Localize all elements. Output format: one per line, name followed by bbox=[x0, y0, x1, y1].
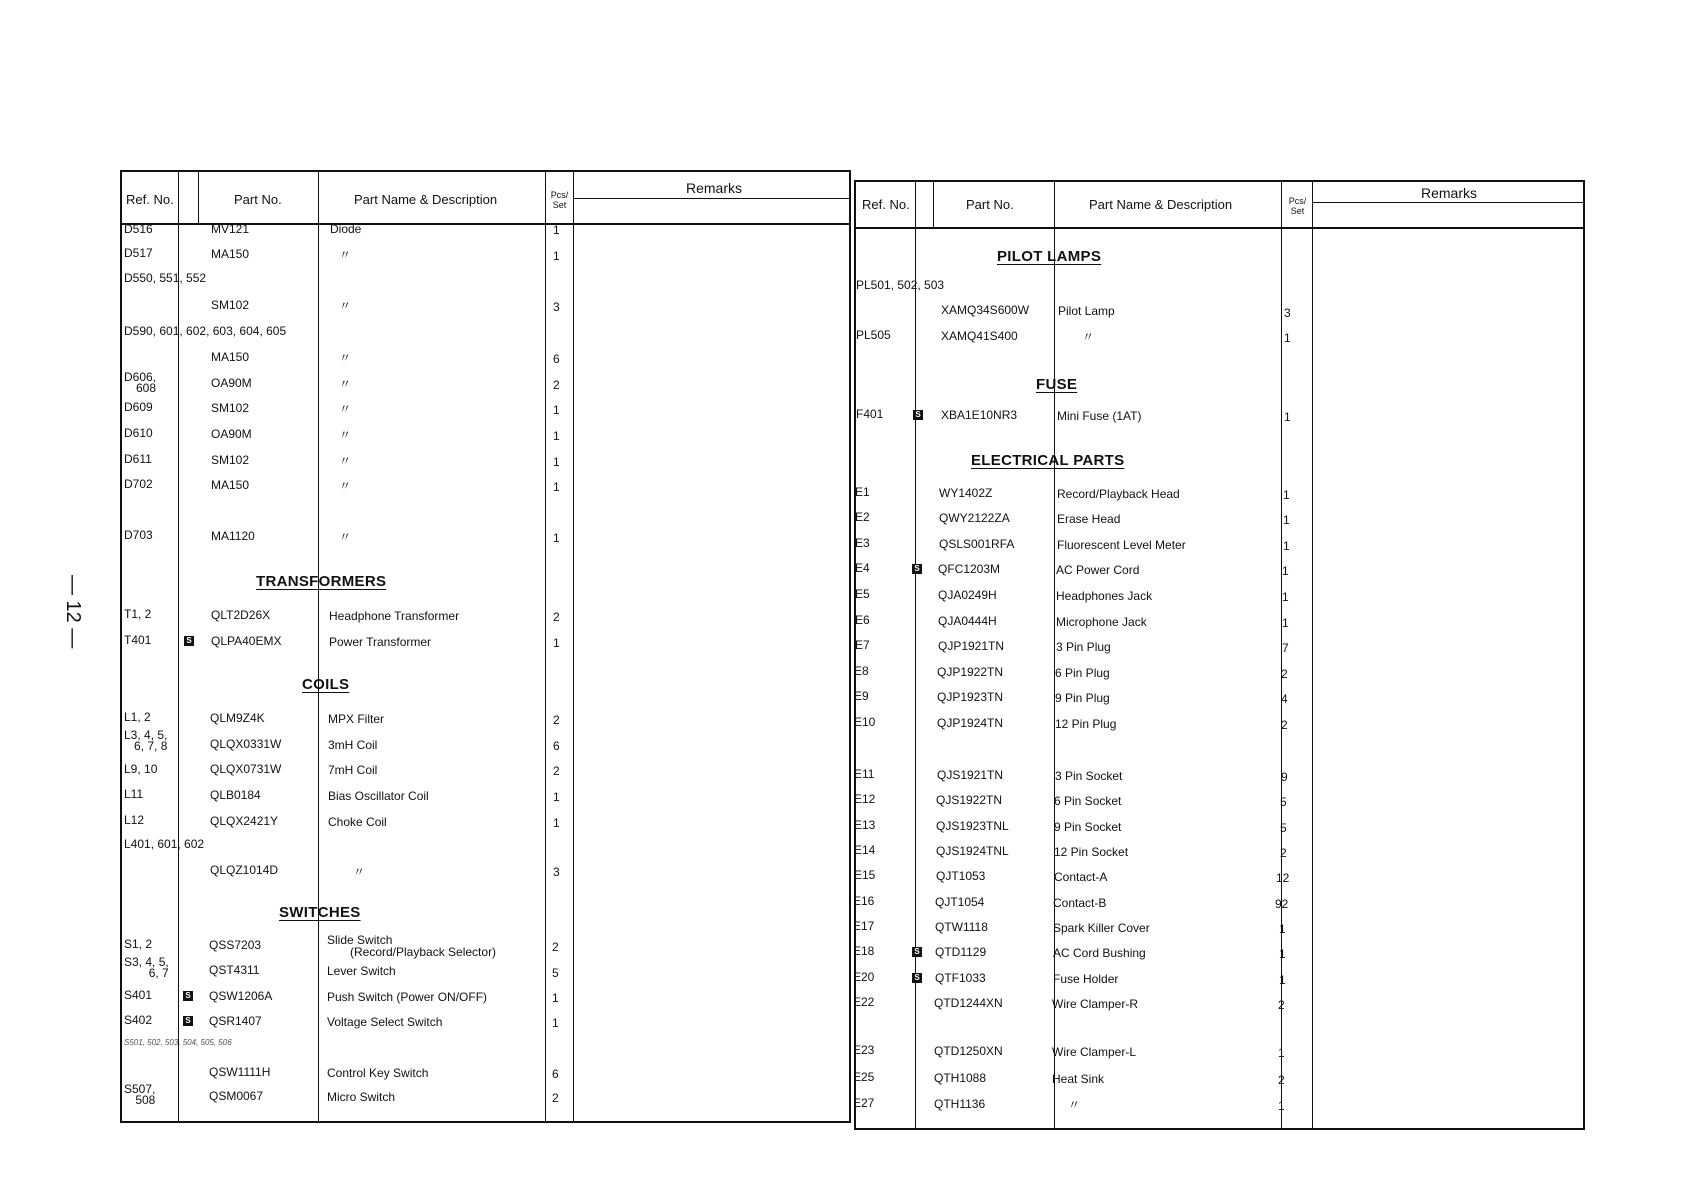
part-no: QJS1921TN bbox=[937, 768, 1004, 782]
section-title-electrical-parts: ELECTRICAL PARTS bbox=[971, 452, 1125, 469]
part-no: QJP1924TN bbox=[937, 716, 1004, 730]
pcs-set: 1 bbox=[1282, 564, 1289, 578]
part-name: 〃 bbox=[339, 428, 352, 442]
part-name: 〃 bbox=[1082, 330, 1095, 344]
part-no: QTD1129 bbox=[935, 945, 987, 959]
ref-no: L9, 10 bbox=[124, 762, 158, 776]
pcs-set: 1 bbox=[1282, 590, 1289, 604]
part-name: 9 Pin Plug bbox=[1055, 691, 1110, 705]
header-part-name: Part Name & Description bbox=[1089, 197, 1233, 212]
ref-no: S1, 2 bbox=[124, 937, 153, 951]
pcs-set: 6 bbox=[552, 1067, 559, 1081]
part-name: MPX Filter bbox=[328, 712, 385, 726]
part-no: MA150 bbox=[211, 350, 250, 364]
part-name: 〃 bbox=[339, 454, 352, 468]
part-no: QJA0444H bbox=[938, 614, 997, 628]
ref-no: D703 bbox=[124, 528, 153, 542]
ref-no: PL505 bbox=[856, 328, 891, 342]
part-no: QJA0249H bbox=[938, 588, 997, 602]
part-name: 12 Pin Plug bbox=[1055, 717, 1117, 731]
ref-no: L11 bbox=[124, 787, 144, 801]
ref-no: D610 bbox=[124, 426, 153, 440]
ref-no: PL501, 502, 503 bbox=[856, 278, 945, 292]
ref-no: D550, 551, 552 bbox=[124, 271, 207, 285]
ref-no: E7 bbox=[855, 638, 870, 652]
ref-no: E20 bbox=[853, 970, 875, 984]
header-pcs-set: Pcs/ Set bbox=[550, 190, 569, 210]
part-no: SM102 bbox=[211, 453, 250, 467]
ref-no: S3, 4, 5, 6, 7 bbox=[124, 955, 169, 980]
part-name: Power Transformer bbox=[329, 635, 432, 649]
ref-no: D609 bbox=[124, 400, 153, 414]
part-name-detail: (Record/Playback Selector) bbox=[350, 945, 497, 959]
part-name: Wire Clamper-R bbox=[1052, 997, 1139, 1011]
pcs-set: 1 bbox=[1283, 539, 1290, 553]
part-name: 〃 bbox=[353, 865, 366, 879]
part-no: WY1402Z bbox=[939, 486, 993, 500]
pcs-set: 1 bbox=[552, 1016, 559, 1030]
pcs-set: 1 bbox=[1284, 331, 1291, 345]
part-no: XAMQ41S400 bbox=[941, 329, 1018, 343]
section-title-transformers: TRANSFORMERS bbox=[256, 573, 387, 590]
safety-mark-icon: S bbox=[183, 1016, 193, 1026]
part-no: QLB0184 bbox=[210, 788, 261, 802]
part-name: Contact-B bbox=[1053, 896, 1107, 910]
part-name: AC Cord Bushing bbox=[1053, 946, 1146, 960]
part-name: Push Switch (Power ON/OFF) bbox=[327, 990, 488, 1004]
pcs-set: 12 bbox=[1276, 871, 1290, 885]
pcs-set: 2 bbox=[553, 713, 560, 727]
part-name: Erase Head bbox=[1057, 512, 1121, 526]
ref-no: E18 bbox=[853, 944, 875, 958]
part-no: SM102 bbox=[211, 298, 250, 312]
part-name: 7mH Coil bbox=[328, 763, 378, 777]
part-name: Fuse Holder bbox=[1053, 972, 1119, 986]
part-no: QTH1088 bbox=[934, 1071, 987, 1085]
part-no: OA90M bbox=[211, 376, 252, 390]
ref-no: T1, 2 bbox=[124, 607, 152, 621]
section-title-pilot-lamps: PILOT LAMPS bbox=[997, 248, 1102, 265]
pcs-set: 1 bbox=[1278, 1046, 1285, 1060]
pcs-set: 1 bbox=[553, 790, 560, 804]
page-number: — 12 — bbox=[62, 575, 84, 649]
part-name: 〃 bbox=[339, 402, 352, 416]
ref-no: L401, 601, 602 bbox=[124, 837, 205, 851]
section-title-coils: COILS bbox=[302, 676, 350, 693]
ref-no: F401 bbox=[856, 407, 884, 421]
part-no: QJS1922TN bbox=[936, 793, 1003, 807]
pcs-set: 92 bbox=[1275, 897, 1289, 911]
part-no: OA90M bbox=[211, 427, 252, 441]
ref-no: D611 bbox=[124, 452, 152, 466]
ref-no: E13 bbox=[854, 818, 876, 832]
pcs-set: 5 bbox=[552, 966, 559, 980]
ref-no: E5 bbox=[855, 587, 870, 601]
ref-no: D702 bbox=[124, 477, 153, 491]
part-name: 9 Pin Socket bbox=[1054, 820, 1122, 834]
pcs-set: 1 bbox=[1279, 922, 1286, 936]
pcs-set: 3 bbox=[553, 865, 560, 879]
pcs-set: 2 bbox=[1280, 846, 1287, 860]
section-title-switches: SWITCHES bbox=[279, 904, 361, 921]
part-no: QSS7203 bbox=[209, 938, 262, 952]
part-name: Voltage Select Switch bbox=[327, 1015, 443, 1029]
part-no: MA150 bbox=[211, 247, 250, 261]
part-name: Headphones Jack bbox=[1056, 589, 1153, 603]
pcs-set: 2 bbox=[553, 378, 560, 392]
pcs-set: 1 bbox=[1279, 947, 1286, 961]
pcs-set: 1 bbox=[1278, 1099, 1285, 1113]
pcs-set: 1 bbox=[1283, 488, 1290, 502]
part-name: 3 Pin Socket bbox=[1055, 769, 1123, 783]
part-no: QWY2122ZA bbox=[939, 511, 1010, 525]
safety-mark-icon: S bbox=[183, 991, 193, 1001]
pcs-set: 2 bbox=[552, 1091, 559, 1105]
part-name: Slide Switch bbox=[327, 933, 393, 947]
part-name: 〃 bbox=[339, 299, 352, 313]
ref-no: E25 bbox=[853, 1070, 875, 1084]
pcs-set: 1 bbox=[1283, 513, 1290, 527]
ref-no: D516 bbox=[124, 222, 153, 236]
part-name: 6 Pin Socket bbox=[1054, 794, 1122, 808]
part-name: 3mH Coil bbox=[328, 738, 378, 752]
part-name: Bias Oscillator Coil bbox=[328, 789, 429, 803]
part-no: QJS1924TNL bbox=[936, 844, 1009, 858]
ref-no: L3, 4, 5, 6, 7, 8 bbox=[124, 728, 168, 753]
part-name: Pilot Lamp bbox=[1058, 304, 1115, 318]
ref-no: S401 bbox=[124, 988, 153, 1002]
part-no: QTD1250XN bbox=[934, 1044, 1003, 1058]
part-no: QJP1922TN bbox=[937, 665, 1004, 679]
part-name: 3 Pin Plug bbox=[1056, 640, 1111, 654]
part-no: QLPA40EMX bbox=[211, 634, 282, 648]
pcs-set: 1 bbox=[553, 816, 560, 830]
pcs-set: 5 bbox=[1280, 821, 1287, 835]
part-no: QTH1136 bbox=[934, 1097, 986, 1111]
ref-no: E2 bbox=[855, 510, 870, 524]
ref-no: D606, 608 bbox=[124, 370, 157, 395]
part-name: Record/Playback Head bbox=[1057, 487, 1180, 501]
part-no: QSLS001RFA bbox=[939, 537, 1015, 551]
header-pcs-set: Pcs/ Set bbox=[1288, 196, 1307, 216]
ref-no: E1 bbox=[855, 485, 870, 499]
safety-mark-icon: S bbox=[912, 973, 922, 983]
safety-mark-icon: S bbox=[913, 410, 923, 420]
pcs-set: 4 bbox=[1281, 692, 1288, 706]
pcs-set: 1 bbox=[553, 429, 560, 443]
part-name: 6 Pin Plug bbox=[1055, 666, 1110, 680]
ref-no: D517 bbox=[124, 246, 153, 260]
header-remarks: Remarks bbox=[1421, 185, 1478, 201]
ref-no: E16 bbox=[853, 894, 875, 908]
part-no: QJT1054 bbox=[935, 895, 985, 909]
pcs-set: 5 bbox=[1280, 795, 1287, 809]
pcs-set: 6 bbox=[553, 739, 560, 753]
part-no: QJS1923TNL bbox=[936, 819, 1009, 833]
ref-no: E4 bbox=[855, 561, 870, 575]
part-name: 〃 bbox=[339, 479, 352, 493]
part-name: Wire Clamper-L bbox=[1052, 1045, 1137, 1059]
part-name: Mini Fuse (1AT) bbox=[1057, 409, 1142, 423]
ref-no: D590, 601, 602, 603, 604, 605 bbox=[124, 324, 287, 338]
part-name: AC Power Cord bbox=[1056, 563, 1140, 577]
ref-no: E10 bbox=[854, 715, 876, 729]
part-no: MA150 bbox=[211, 478, 250, 492]
section-title-fuse: FUSE bbox=[1036, 376, 1078, 393]
header-ref-no: Ref. No. bbox=[862, 197, 910, 212]
pcs-set: 2 bbox=[1278, 1073, 1285, 1087]
ref-no: E17 bbox=[853, 919, 875, 933]
part-no: QLQX0731W bbox=[210, 762, 282, 776]
pcs-set: 2 bbox=[553, 764, 560, 778]
part-no: QTF1033 bbox=[935, 971, 986, 985]
ref-no: E23 bbox=[853, 1043, 875, 1057]
pcs-set: 9 bbox=[1281, 770, 1288, 784]
safety-mark-icon: S bbox=[184, 636, 194, 646]
part-no: QSM0067 bbox=[209, 1089, 264, 1103]
part-no: XBA1E10NR3 bbox=[941, 408, 1018, 422]
part-no: QLQX0331W bbox=[210, 737, 282, 751]
right-parts-table bbox=[854, 180, 1585, 1130]
pcs-set: 1 bbox=[553, 480, 560, 494]
header-part-no: Part No. bbox=[966, 197, 1014, 212]
header-remarks: Remarks bbox=[686, 180, 743, 196]
pcs-set: 3 bbox=[553, 300, 560, 314]
pcs-set: 1 bbox=[553, 249, 560, 263]
part-name: Fluorescent Level Meter bbox=[1057, 538, 1186, 552]
pcs-set: 2 bbox=[553, 610, 560, 624]
safety-mark-icon: S bbox=[912, 564, 922, 574]
pcs-set: 1 bbox=[553, 531, 560, 545]
ref-no: E27 bbox=[853, 1096, 875, 1110]
part-no: QTD1244XN bbox=[934, 996, 1003, 1010]
pcs-set: 1 bbox=[552, 991, 559, 1005]
pcs-set: 1 bbox=[1284, 410, 1291, 424]
part-name: Contact-A bbox=[1054, 870, 1108, 884]
ref-no: E22 bbox=[853, 995, 875, 1009]
pcs-set: 1 bbox=[1279, 973, 1286, 987]
part-no: QJP1921TN bbox=[938, 639, 1005, 653]
ref-no: L12 bbox=[124, 813, 145, 827]
pcs-set: 1 bbox=[1282, 616, 1289, 630]
part-name: 〃 bbox=[339, 351, 352, 365]
part-no: XAMQ34S600W bbox=[941, 303, 1030, 317]
part-no: QJT1053 bbox=[936, 869, 986, 883]
ref-no: E8 bbox=[854, 664, 869, 678]
part-name: Lever Switch bbox=[327, 964, 396, 978]
part-no: QLQX2421Y bbox=[210, 814, 279, 828]
part-no: QTW1118 bbox=[935, 920, 988, 934]
pcs-set: 3 bbox=[1284, 306, 1291, 320]
ref-no: E14 bbox=[854, 843, 876, 857]
part-no: QSW1111H bbox=[209, 1065, 271, 1079]
pcs-set: 2 bbox=[1278, 998, 1285, 1012]
part-name: 〃 bbox=[339, 248, 352, 262]
ref-no: E11 bbox=[854, 767, 875, 781]
part-name: 〃 bbox=[339, 530, 352, 544]
part-name: Choke Coil bbox=[328, 815, 387, 829]
ref-no: E15 bbox=[854, 868, 876, 882]
part-no: QSR1407 bbox=[209, 1014, 262, 1028]
ref-no: T401 bbox=[124, 633, 152, 647]
part-name: 〃 bbox=[1068, 1098, 1081, 1112]
part-name: Control Key Switch bbox=[327, 1066, 429, 1080]
pcs-set: 1 bbox=[553, 636, 560, 650]
ref-no: E6 bbox=[855, 613, 870, 627]
pcs-set: 1 bbox=[553, 223, 560, 237]
pcs-set: 2 bbox=[1281, 667, 1288, 681]
ref-no: E3 bbox=[855, 536, 870, 550]
pcs-set: 1 bbox=[553, 403, 560, 417]
ref-no: E12 bbox=[854, 792, 876, 806]
part-no: QST4311 bbox=[209, 963, 260, 977]
part-name: 〃 bbox=[339, 377, 352, 391]
part-no: QLT2D26X bbox=[211, 608, 271, 622]
part-no: SM102 bbox=[211, 401, 250, 415]
pcs-set: 1 bbox=[553, 455, 560, 469]
part-no: QFC1203M bbox=[938, 562, 1001, 576]
part-name: 12 Pin Socket bbox=[1054, 845, 1129, 859]
part-no: QSW1206A bbox=[209, 989, 273, 1003]
header-part-no: Part No. bbox=[234, 192, 282, 207]
part-name: Headphone Transformer bbox=[329, 609, 460, 623]
pcs-set: 2 bbox=[552, 940, 559, 954]
part-no: MA1120 bbox=[211, 529, 255, 543]
part-name: Microphone Jack bbox=[1056, 615, 1147, 629]
part-no: QLM9Z4K bbox=[210, 711, 265, 725]
ref-no: L1, 2 bbox=[124, 710, 151, 724]
part-no: QJP1923TN bbox=[937, 690, 1004, 704]
part-name: Heat Sink bbox=[1052, 1072, 1105, 1086]
ref-no: S501, 502, 503, 504, 505, 506 bbox=[124, 1038, 232, 1047]
pcs-set: 6 bbox=[553, 352, 560, 366]
ref-no: E9 bbox=[854, 689, 869, 703]
part-name: Diode bbox=[330, 222, 362, 236]
ref-no: S402 bbox=[124, 1013, 153, 1027]
part-name: Spark Killer Cover bbox=[1053, 921, 1150, 935]
safety-mark-icon: S bbox=[912, 947, 922, 957]
ref-no: S507, 508 bbox=[124, 1082, 156, 1107]
part-no: QLQZ1014D bbox=[210, 863, 279, 877]
pcs-set: 2 bbox=[1281, 718, 1288, 732]
part-no: MV121 bbox=[211, 222, 250, 236]
pcs-set: 7 bbox=[1282, 641, 1289, 655]
part-name: Micro Switch bbox=[327, 1090, 396, 1104]
header-ref-no: Ref. No. bbox=[126, 192, 174, 207]
header-part-name: Part Name & Description bbox=[354, 192, 498, 207]
